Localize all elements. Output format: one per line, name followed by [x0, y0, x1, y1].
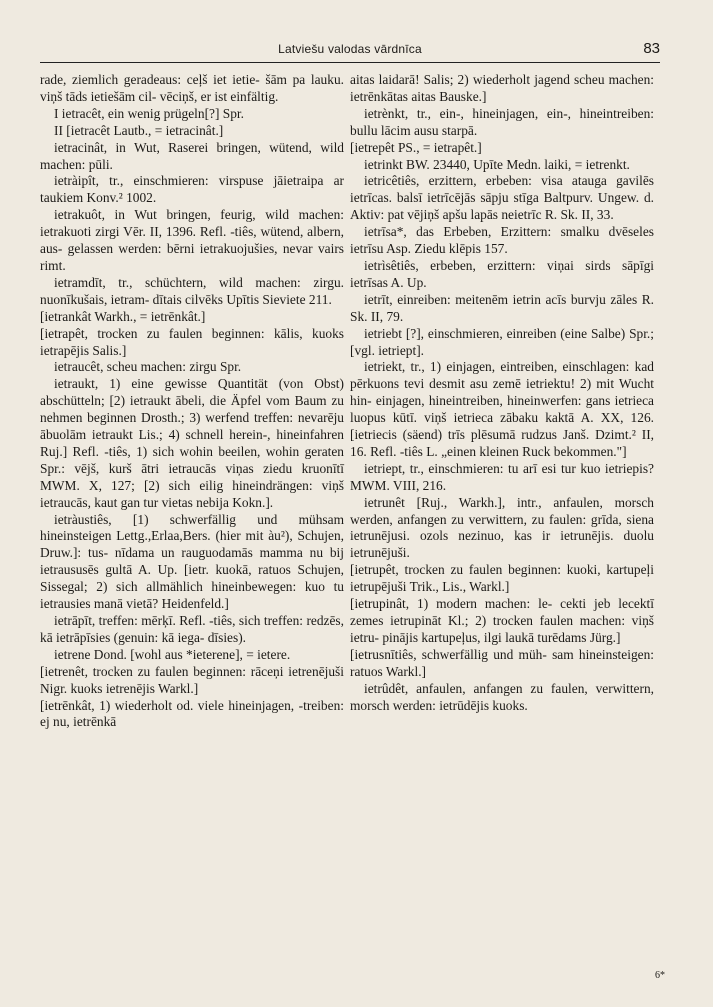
dictionary-entry: [ietrapêt, trocken zu faulen beginnen: kālis, kuoks ietrapējis Salis.] [40, 325, 344, 358]
entry-continuation: rade, ziemlich geradeaus: ceļš iet ietie- šām pa lauku. viņš tāds ietiešām cil- vēciņš, er ist einfältig. [40, 72, 344, 104]
dictionary-entry: ietriebt [?], einschmieren, einreiben (eine Salbe) Spr.; [vgl. ietriept]. [350, 325, 654, 358]
entry-continuation: aitas laidarā! Salis; 2) wiederholt jagend scheu machen: ietrēnkātas aitas Bauske.] [350, 72, 654, 104]
dictionary-entry: ietràipît, tr., einschmieren: virspuse jāietraipa ar taukiem Konv.² 1002. [40, 173, 344, 206]
dictionary-entry: ietrakuôt, in Wut bringen, feurig, wild machen: ietrakuoti zirgi Vēr. II, 1396. Refl. -tiês, wütend, albern, aus- gelassen werden: bērni ietrakuojušies, nevar vairs rimt. [40, 207, 344, 273]
dictionary-entry: ietrene Dond. [wohl aus *ieterene], = ietere. [54, 646, 291, 662]
dictionary-entry: ietracinât, in Wut, Raserei bringen, wütend, wild machen: pūli. [40, 139, 344, 172]
dictionary-entry: ietrāpīt, treffen: mērķī. Refl. -tiês, sich treffen: redzēs, kā ietrāpīsies (genuin: kā iega- dīsies). [40, 613, 344, 645]
dictionary-entry: ietrinkt BW. 23440, Upīte Medn. laiki, = ietrenkt. [364, 156, 630, 172]
dictionary-entry: II [ietracêt Lautb., = ietracinât.] [54, 122, 224, 138]
dictionary-entry: ietrīt, einreiben: meitenēm ietrin acīs burvju zāles R. Sk. II, 79. [350, 291, 654, 324]
dictionary-entry: ietriekt, tr., 1) einjagen, eintreiben, einschlagen: kad pērkuons tevi desmit asu zemē ietriektu! 2) mit Wucht hin- einjagen, hineintreiben, hineinwerfen: gans ietrieca luopus kūtī. viņš ietrieca zābaku kaktā A. XX, 126. [ietriecis (säend) trīs plēsumā rudzus Janš. Dzimt.² II, 16. Refl. -tiês L. „einen kleinen Ruck bekommen."] [350, 359, 654, 459]
dictionary-entry: ietrìsêtiês, erbeben, erzittern: viņai sirds sāpīgi ietrīsas A. Up. [350, 257, 654, 290]
running-head: Latviešu valodas vārdnīca [278, 42, 422, 56]
dictionary-entry: [ietrusnītiês, schwerfällig und müh- sam hineinsteigen: ratuos Warkl.] [350, 646, 654, 679]
dictionary-entry: [ietrupêt, trocken zu faulen beginnen: kuoki, kartupeļi ietrupējuši Trik., Lis., Warkl.] [350, 562, 654, 595]
dictionary-entry: [ietrankât Warkh., = ietrēnkât.] [40, 308, 206, 324]
dictionary-entry: ietrènkt, tr., ein-, hineinjagen, ein-, hineintreiben: bullu lācim ausu starpā. [350, 105, 654, 138]
dictionary-entry: [ietrēnkât, 1) wiederholt od. viele hineinjagen, -treiben: ej nu, ietrēnkā [40, 697, 344, 730]
dictionary-entry: ietricêtiês, erzittern, erbeben: visa atauga gavilēs ietrīcas. balsī ietrīcējās sāpju stīga Baltpurv. Ungew. d. Aktiv: pat vējiņš apšu lapās neietrīc R. Sk. II, 33. [350, 173, 654, 223]
right-column [350, 72, 654, 714]
dictionary-entry: ietramdīt, tr., schüchtern, wild machen: zirgu. nuonīkušais, ietram- dītais cilvēks Upītis Sieviete 211. [40, 274, 344, 307]
dictionary-entry: ietrunêt [Ruj., Warkh.], intr., anfaulen, morsch werden, anfangen zu verwittern, zu faulen: grīda, siena ietrunējusi. ozols nezinuo, kas ir ietrunējis. duolu ietrunējuši. [350, 494, 654, 561]
dictionary-entry: [ietrenêt, trocken zu faulen beginnen: rāceņi ietrenējuši Nigr. kuoks ietrenējis Warkl.] [40, 663, 344, 696]
header-rule [40, 62, 660, 63]
dictionary-entry: ietriept, tr., einschmieren: tu arī esi tur kuo ietriepis? MWM. VIII, 216. [350, 460, 654, 493]
dictionary-entry: ietrīsa*, das Erbeben, Erzittern: smalku dvēseles ietrīsu Asp. Ziedu klēpis 157. [350, 224, 654, 257]
left-column [40, 72, 344, 731]
dictionary-entry: ietraucêt, scheu machen: zirgu Spr. [54, 359, 242, 375]
dictionary-entry: [ietrupinât, 1) modern machen: le- cekti jeb lecektī zemes ietrupināt Kl.; 2) trocken faulen machen: viņš ietru- pinājis kartupeļus, ilgi laukā turēdams Jürg.] [350, 596, 654, 645]
signature-mark: 6* [655, 970, 665, 981]
dictionary-entry: ietràustiês, [1) schwerfällig und mühsam hineinsteigen Lettg.,Erlaa,Bers. (hier mit àu²), Schujen, Druw.]: tus- nīdama un rauguodamās mamma nu bij ietraususēs gultā A. Up. [ietr. kuokā, ratuos Schujen, Sissegal; 2) sich allmählich hineinbewegen: kuo tu ietrausies manā vietā? Heidenfeld.] [40, 511, 344, 612]
page-header [40, 40, 660, 60]
dictionary-entry: [ietrepêt PS., = ietrapêt.] [350, 139, 482, 155]
page-number: 83 [643, 40, 660, 57]
dictionary-entry: ietrûdêt, anfaulen, anfangen zu faulen, verwittern, morsch werden: ietrūdējis kuoks. [350, 680, 654, 713]
dictionary-entry: I ietracêt, ein wenig prügeln[?] Spr. [54, 105, 244, 121]
dictionary-entry: ietraukt, 1) eine gewisse Quantität (von Obst) abschütteln; [2) ietraukt ābeli, die Äpfel vom Baum zu nehmen beginnen Drosth.; 3) werfend treffen: nevarēju ābuolām ietraukt Lis.; 4) schnell herein-, hineinfahren Ruj.] Refl. -tiês, 1) sich wohin beeilen, wohin geraten Spr.: vējš, kurš ātri ietraucās viņas ziedu kruonītī MWM. X, 127; [2) sich eilig hineindrängen: viņš ietraucās, kaut gan tur vietas nebija Kokn.]. [40, 376, 344, 510]
